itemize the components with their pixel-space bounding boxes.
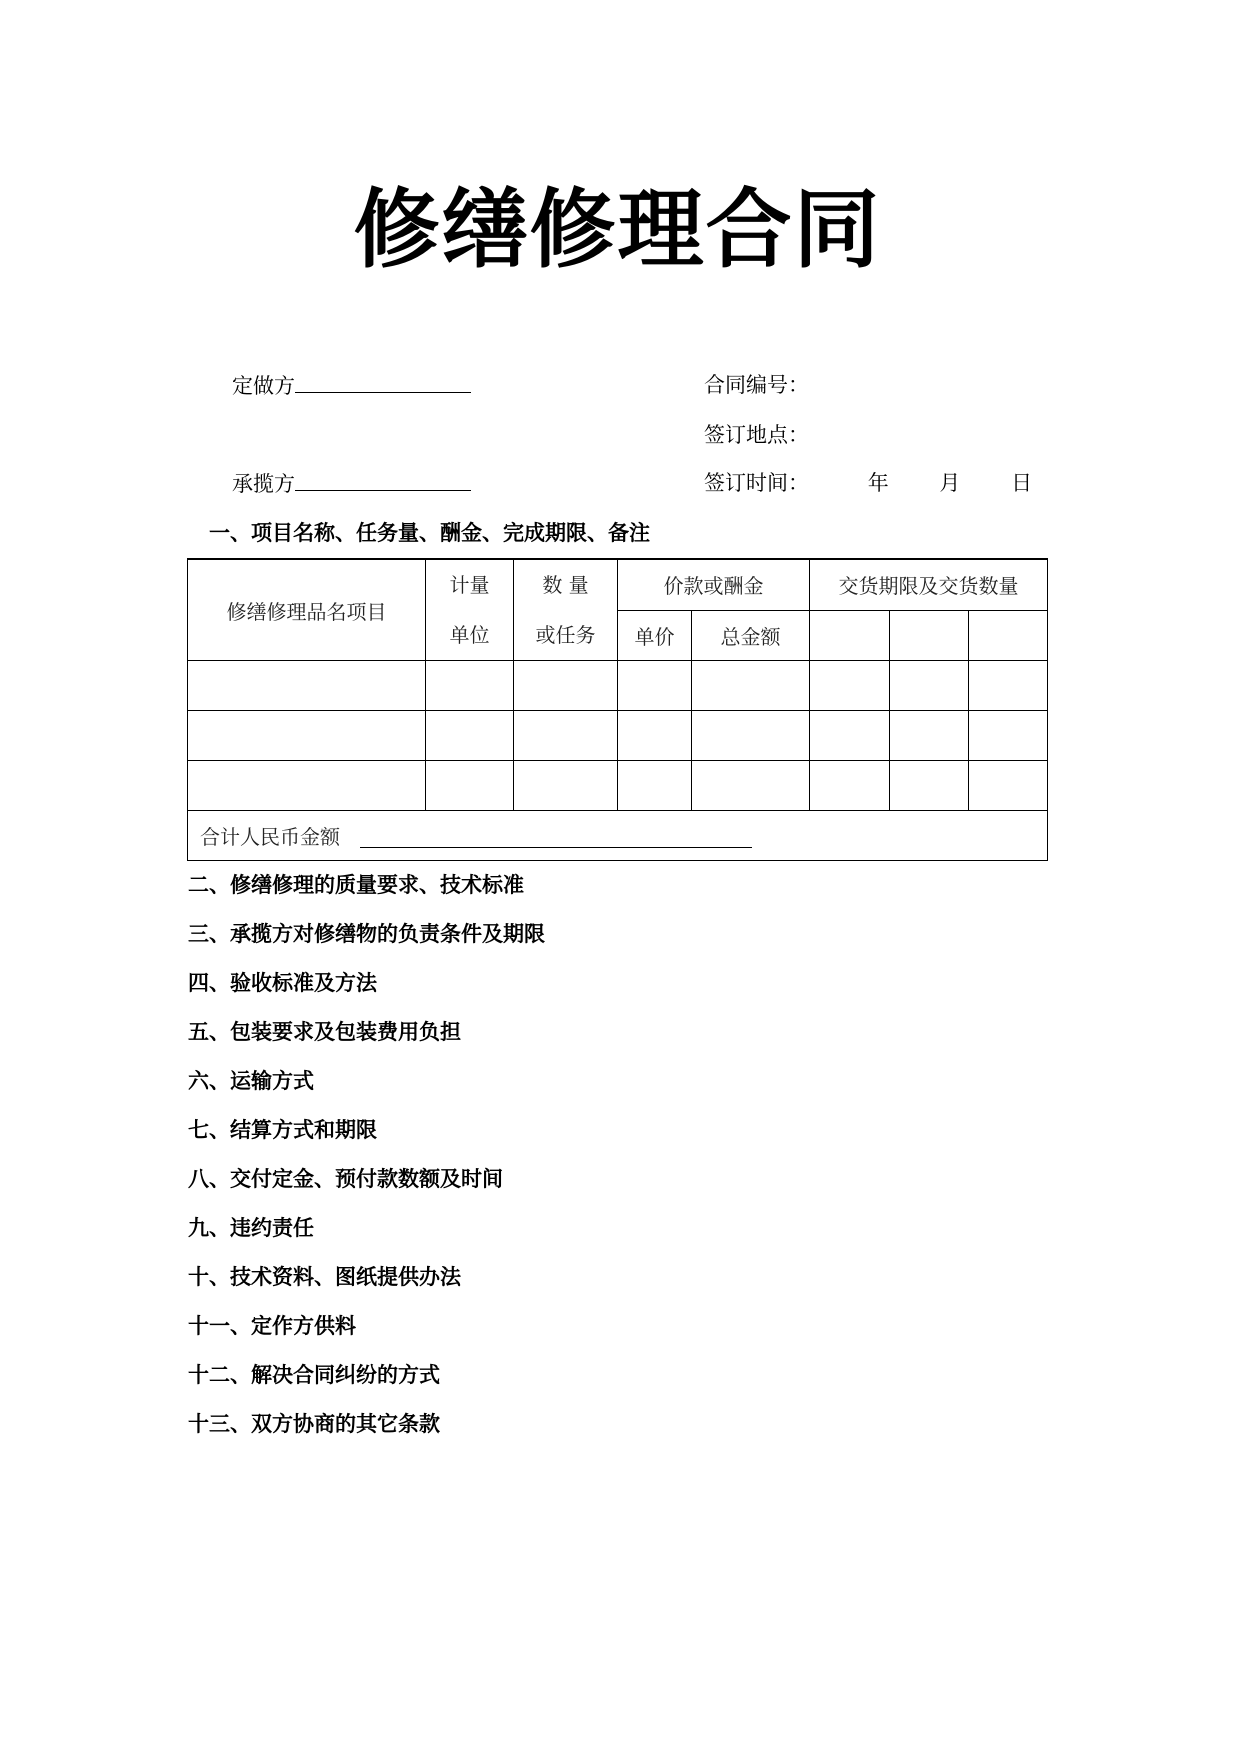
table-cell[interactable] bbox=[890, 761, 969, 811]
clause-heading: 九、违约责任 bbox=[188, 1216, 314, 1240]
table-cell[interactable] bbox=[618, 661, 692, 711]
summary-cell bbox=[188, 811, 1048, 861]
clause-heading: 二、修缮修理的质量要求、技术标准 bbox=[188, 873, 524, 897]
orderer-label: 定做方 bbox=[232, 374, 295, 398]
clause-heading: 十三、双方协商的其它条款 bbox=[188, 1412, 440, 1436]
contractor-blank[interactable] bbox=[295, 468, 471, 491]
summary-row bbox=[188, 811, 1048, 861]
table-cell[interactable] bbox=[188, 761, 426, 811]
clause-heading: 四、验收标准及方法 bbox=[188, 971, 377, 995]
header-quantity-top: 数 量 bbox=[542, 573, 589, 597]
sign-place-field bbox=[704, 420, 809, 450]
table-cell[interactable] bbox=[969, 761, 1048, 811]
table-cell[interactable] bbox=[618, 761, 692, 811]
table-cell[interactable] bbox=[426, 761, 514, 811]
clause-heading: 十二、解决合同纠纷的方式 bbox=[188, 1363, 440, 1387]
header-unit-top: 计量 bbox=[449, 573, 490, 597]
contractor-label: 承揽方 bbox=[232, 472, 295, 496]
header-unit-bottom: 单位 bbox=[449, 623, 490, 647]
contractor-field bbox=[232, 468, 471, 499]
header-delivery: 交货期限及交货数量 bbox=[810, 559, 1048, 610]
table-cell[interactable] bbox=[426, 711, 514, 761]
table-cell[interactable] bbox=[514, 711, 618, 761]
contract-no-field bbox=[704, 370, 809, 400]
clause-heading: 五、包装要求及包装费用负担 bbox=[188, 1020, 461, 1044]
document-title: 修缮修理合同 bbox=[353, 180, 882, 280]
table-cell[interactable] bbox=[692, 761, 810, 811]
items-table bbox=[187, 558, 1048, 861]
table-cell[interactable] bbox=[692, 661, 810, 711]
table-cell[interactable] bbox=[514, 661, 618, 711]
table-row bbox=[188, 711, 1048, 761]
summary-label: 合计人民币金额 bbox=[200, 825, 340, 849]
header-unit-price: 单价 bbox=[618, 610, 692, 661]
table-cell[interactable] bbox=[890, 610, 969, 661]
summary-amount-blank[interactable] bbox=[360, 829, 752, 848]
header-quantity bbox=[514, 559, 618, 661]
orderer-field bbox=[232, 370, 471, 401]
table-cell[interactable] bbox=[188, 711, 426, 761]
header-price: 价款或酬金 bbox=[618, 559, 810, 610]
table-cell[interactable] bbox=[810, 661, 890, 711]
clause-heading: 六、运输方式 bbox=[188, 1069, 314, 1093]
header-unit bbox=[426, 559, 514, 661]
table-row bbox=[188, 661, 1048, 711]
contract-no-label: 合同编号： bbox=[704, 373, 809, 397]
clause-heading: 七、结算方式和期限 bbox=[188, 1118, 377, 1142]
table-cell[interactable] bbox=[969, 711, 1048, 761]
orderer-blank[interactable] bbox=[295, 370, 471, 393]
table-cell[interactable] bbox=[426, 661, 514, 711]
sign-time-field bbox=[704, 468, 1032, 498]
table-cell[interactable] bbox=[810, 711, 890, 761]
table-cell[interactable] bbox=[969, 661, 1048, 711]
table-row bbox=[188, 761, 1048, 811]
table-cell[interactable] bbox=[810, 610, 890, 661]
header-item-name: 修缮修理品名项目 bbox=[188, 559, 426, 661]
table-cell[interactable] bbox=[890, 711, 969, 761]
month-label: 月 bbox=[939, 471, 961, 495]
clause-heading: 三、承揽方对修缮物的负责条件及期限 bbox=[188, 922, 545, 946]
clause-heading: 十、技术资料、图纸提供办法 bbox=[188, 1265, 461, 1289]
header-quantity-bottom: 或任务 bbox=[535, 623, 596, 647]
table-cell[interactable] bbox=[618, 711, 692, 761]
year-label: 年 bbox=[867, 471, 889, 495]
table-cell[interactable] bbox=[188, 661, 426, 711]
day-label: 日 bbox=[1011, 471, 1033, 495]
clause-heading: 十一、定作方供料 bbox=[188, 1314, 356, 1338]
table-cell[interactable] bbox=[810, 761, 890, 811]
sign-time-label: 签订时间： bbox=[704, 471, 809, 495]
table-cell[interactable] bbox=[514, 761, 618, 811]
clause-heading: 八、交付定金、预付款数额及时间 bbox=[188, 1167, 503, 1191]
table-cell[interactable] bbox=[969, 610, 1048, 661]
header-total: 总金额 bbox=[692, 610, 810, 661]
table-cell[interactable] bbox=[692, 711, 810, 761]
section-heading: 一、项目名称、任务量、酬金、完成期限、备注 bbox=[209, 521, 650, 545]
table-cell[interactable] bbox=[890, 661, 969, 711]
sign-place-label: 签订地点： bbox=[704, 423, 809, 447]
